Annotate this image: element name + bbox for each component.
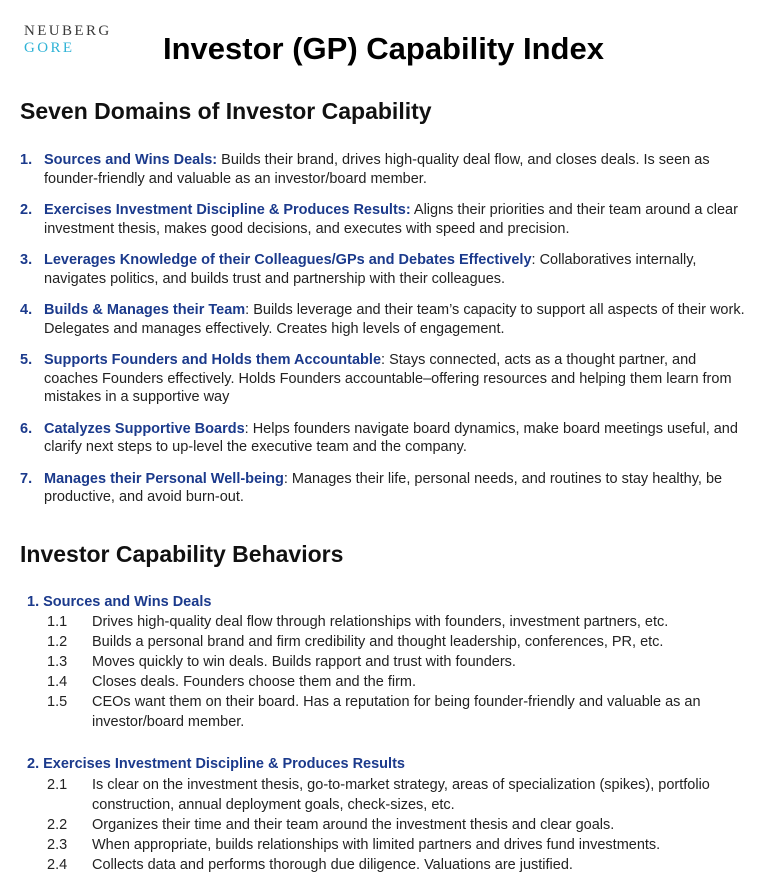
behavior-text: When appropriate, builds relationships with limited partners and drives fund investments. [92,837,661,853]
behavior-number: 1.1 [47,614,68,630]
behavior-group-title: 2. Exercises Investment Discipline & Produces Results [27,756,405,772]
domain-description: Aligns their priorities and their team around a clear investment thesis, makes good decisions, and executes with speed and precision. [44,202,738,237]
behavior-list [47,775,727,875]
behavior-number: 2.1 [47,777,68,793]
domain-description: : Collaboratives internally, navigates politics, and builds trust and partnership with their colleagues. [44,252,697,287]
domain-number: 4. [20,302,33,318]
behavior-item [47,815,727,835]
domain-name: Builds & Manages their Team [44,302,246,318]
domain-number: 3. [20,252,33,268]
behavior-number: 1.5 [47,694,68,710]
behavior-item [47,855,727,875]
behavior-text: Organizes their time and their team around the investment thesis and clear goals. [92,817,615,833]
domain-item [20,470,750,507]
behavior-number: 2.2 [47,817,68,833]
domain-item [20,351,750,407]
domain-number: 5. [20,352,33,368]
domain-item [20,151,750,188]
behavior-item [47,835,727,855]
behavior-item [47,692,727,732]
behavior-number: 1.4 [47,674,68,690]
behavior-list [47,612,727,732]
company-logo [24,23,112,57]
behaviors-heading: Investor Capability Behaviors [20,541,344,567]
domain-number: 6. [20,420,33,437]
domain-description: : Helps founders navigate board dynamics, make board meetings useful, and clarify next steps to up-level the executive team and the company. [44,420,738,455]
domain-name: Catalyzes Supportive Boards [44,420,245,437]
behavior-text: Is clear on the investment thesis, go-to-market strategy, areas of specialization (spikes), portfolio construction, annual deployment goals, check-sizes, etc. [92,777,710,813]
behavior-item [47,632,727,652]
domain-name: Exercises Investment Discipline & Produces Results: [44,202,411,218]
logo-line-1: NEUBERG [24,23,112,39]
behavior-text: CEOs want them on their board. Has a reputation for being founder-friendly and valuable as an investor/board member. [92,694,701,730]
domains-list [20,151,750,520]
domain-item [20,420,750,457]
domain-number: 1. [20,152,33,168]
domain-description: Builds their brand, drives high-quality deal flow, and closes deals. Is seen as founder-friendly and valuable as an investor/board member. [44,152,710,187]
domain-name: Supports Founders and Holds them Accountable [44,352,382,368]
domain-name: Sources and Wins Deals: [44,152,218,168]
domain-description: : Manages their life, personal needs, and routines to stay healthy, be productive, and avoid burn-out. [44,470,723,505]
domain-number: 7. [20,470,33,487]
behavior-item [47,652,727,672]
behavior-item [47,775,727,815]
behavior-text: Builds a personal brand and firm credibility and thought leadership, conferences, PR, etc. [92,634,664,650]
domain-item [20,251,750,288]
domain-item [20,201,750,238]
domain-number: 2. [20,202,33,218]
domains-heading: Seven Domains of Investor Capability [20,98,432,124]
domain-item [20,301,750,338]
page-title: Investor (GP) Capability Index [163,31,604,66]
logo-line-2: GORE [24,40,75,56]
behavior-number: 2.4 [47,857,68,873]
domain-description: : Builds leverage and their team’s capacity to support all aspects of their work. Delegates and manages effectively. Creates high levels of engagement. [44,302,745,337]
behavior-number: 1.3 [47,654,68,670]
behavior-number: 2.3 [47,837,68,853]
behavior-group-title: 1. Sources and Wins Deals [27,594,212,610]
behavior-text: Closes deals. Founders choose them and the firm. [92,674,416,690]
behavior-text: Moves quickly to win deals. Builds rapport and trust with founders. [92,654,516,670]
behavior-text: Drives high-quality deal flow through relationships with founders, investment partners, etc. [92,614,669,630]
behavior-text: Collects data and performs thorough due diligence. Valuations are justified. [92,857,573,873]
behavior-item [47,672,727,692]
domain-name: Manages their Personal Well-being [44,470,284,487]
behavior-number: 1.2 [47,634,68,650]
domain-description: : Stays connected, acts as a thought partner, and coaches Founders effectively. Holds Founders accountable–offering resources and helping them learn from mistakes in a supportive way [44,352,732,405]
domain-name: Leverages Knowledge of their Colleagues/GPs and Debates Effectively [44,252,532,268]
behavior-item [47,612,727,632]
